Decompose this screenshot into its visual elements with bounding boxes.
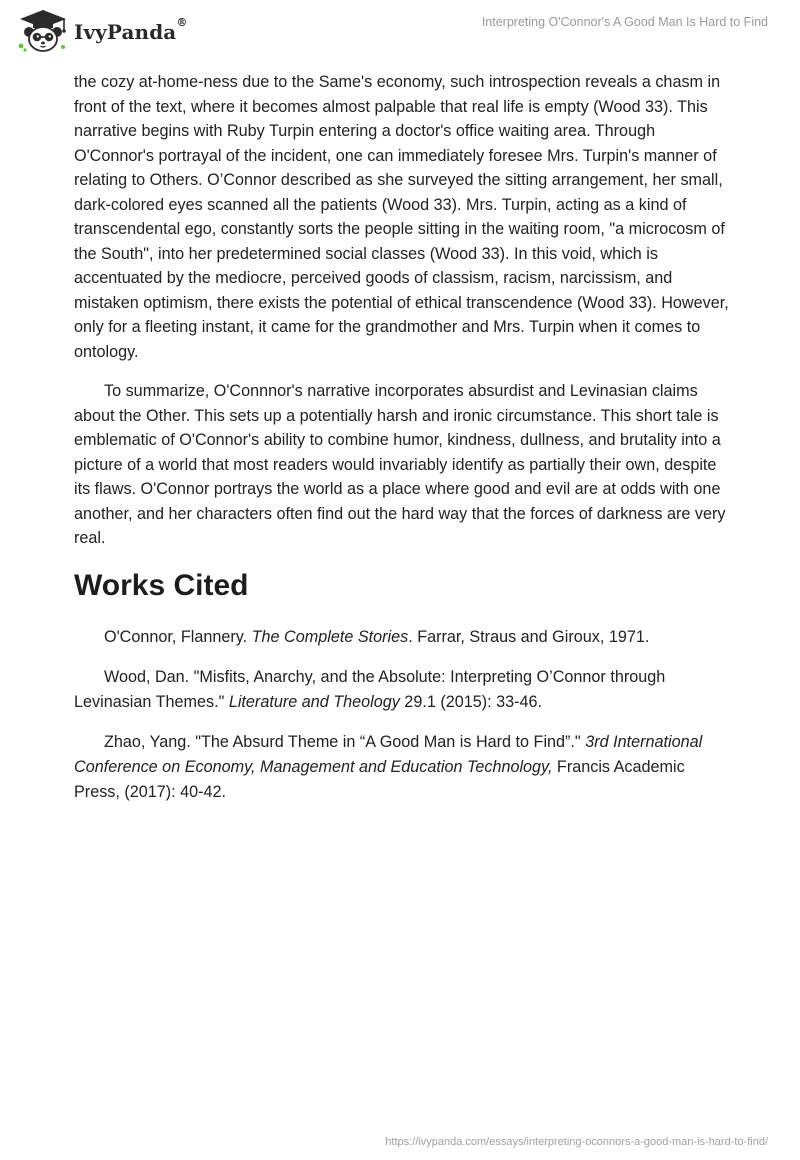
body-paragraph: To summarize, O'Connnor's narrative incorporates absurdist and Levinasian claims about the Other. This sets up a potentially harsh and ironic circumstance. This short tale is emblematic of O'Connor's ability to combine humor, kindness, dullness, and brutality into a picture of a world that most readers would invariably identify as partially their own, despite its flaws. O'Connor portrays the world as a place where good and evil are at odds with one another, and her characters often find out the hard way that the forces of darkness are very real. bbox=[74, 382, 726, 547]
citation-entry: Zhao, Yang. "The Absurd Theme in “A Good Man is Hard to Find”." 3rd International Conference on Economy, Management and Education Technology, Francis Academic Press, (2017): 40-42. bbox=[74, 732, 703, 801]
works-cited-heading: Works Cited bbox=[74, 568, 249, 602]
essay-content bbox=[74, 70, 734, 820]
body-paragraph: the cozy at-home-ness due to the Same's economy, such introspection reveals a chasm in front of the text, where it becomes almost palpable that real life is empty (Wood 33). This narrative begins with Ruby Turpin entering a doctor's office waiting area. Through O'Connor's portrayal of the incident, one can immediately foresee Mrs. Turpin's manner of relating to Others. O’Connor described as she surveyed the sitting arrangement, her small, dark-colored eyes scanned all the patients (Wood 33). Mrs. Turpin, acting as a kind of transcendental ego, constantly sorts the people sitting in the waiting room, "a microcosm of the South", into her predetermined social classes (Wood 33). In this void, which is accentuated by the mediocre, perceived goods of classism, racism, narcissism, and mistaken optimism, there exists the potential of ethical transcendence (Wood 33). However, only for a fleeting instant, it came for the grandmother and Mrs. Turpin when it comes to ontology. bbox=[74, 73, 729, 361]
ivypanda-logo[interactable] bbox=[14, 8, 187, 54]
panda-graduate-icon bbox=[14, 8, 72, 54]
source-url-link[interactable]: https://ivypanda.com/essays/interpreting-oconnors-a-good-man-is-hard-to-find/ bbox=[385, 1136, 768, 1148]
citation-entry: O'Connor, Flannery. The Complete Stories. Farrar, Straus and Giroux, 1971. bbox=[104, 627, 650, 646]
document-title: Interpreting O'Connor's A Good Man Is Hard to Find bbox=[481, 15, 768, 29]
brand-name: IvyPanda® bbox=[74, 16, 188, 44]
citation-entry: Wood, Dan. "Misfits, Anarchy, and the Absolute: Interpreting O’Connor through Levinasian Themes." Literature and Theology 29.1 (2015): 33-46. bbox=[74, 667, 666, 711]
page-header bbox=[0, 0, 800, 62]
